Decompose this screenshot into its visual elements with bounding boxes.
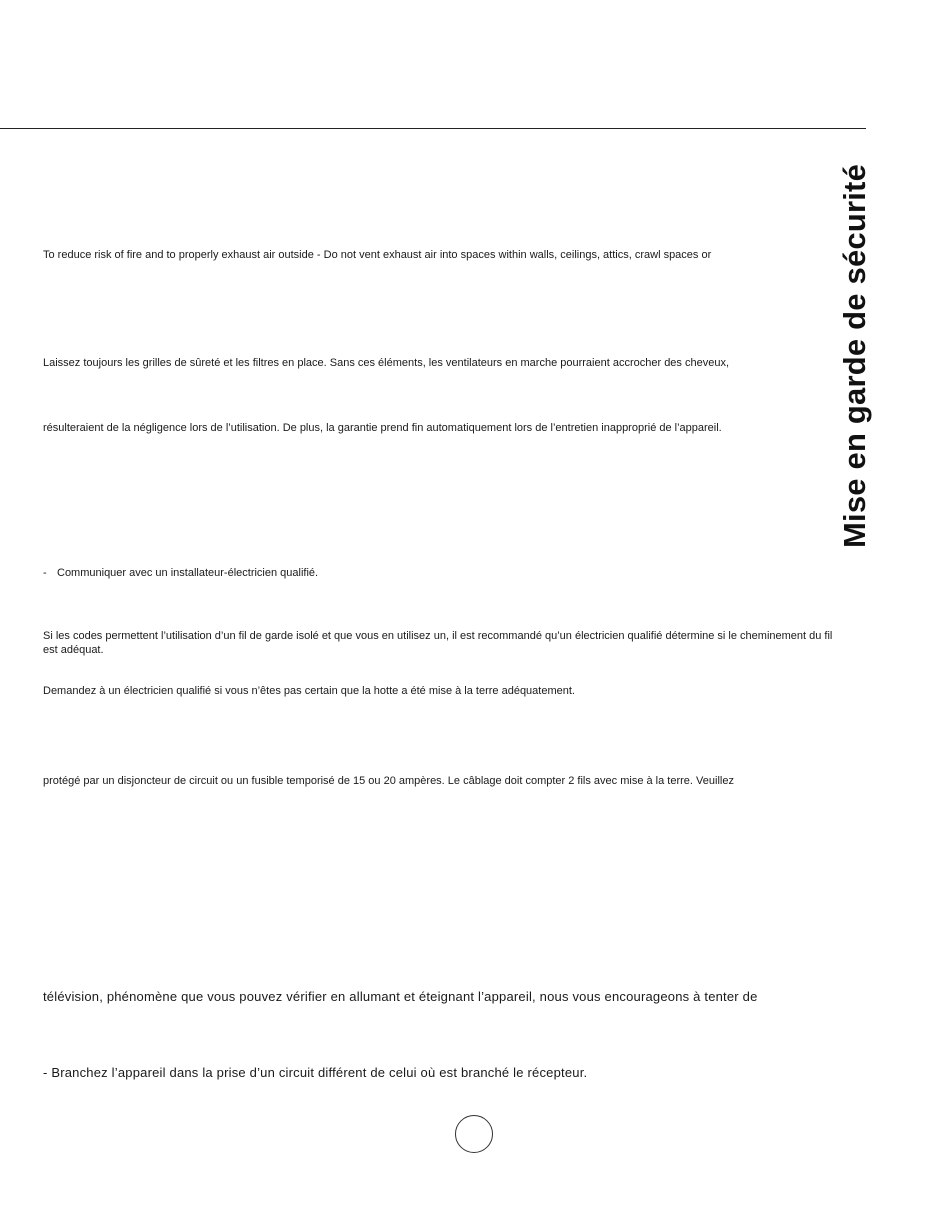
page-number-circle bbox=[455, 1115, 493, 1153]
paragraph-circuit-breaker: protégé par un disjoncteur de circuit ou un fusible temporisé de 15 ou 20 ampères. Le câblage doit compter 2 fils avec mise à la terre. Veuillez bbox=[43, 775, 734, 787]
side-title: Mise en garde de sécurité bbox=[837, 163, 872, 549]
paragraph-different-circuit: - Branchez l’appareil dans la prise d’un circuit différent de celui où est branché le récepteur. bbox=[43, 1065, 588, 1080]
bullet-text: Communiquer avec un installateur-électricien qualifié. bbox=[57, 567, 319, 579]
paragraph-ground-wire: Si les codes permettent l’utilisation d’un fil de garde isolé et que vous en utilisez un, il est recommandé qu’un électricien qualifié détermine si le cheminement du fil est adéquat. bbox=[43, 630, 833, 656]
paragraph-warranty: résulteraient de la négligence lors de l’utilisation. De plus, la garantie prend fin automatiquement lors de l’entretien inapproprié de l’appareil. bbox=[43, 422, 722, 434]
bullet-item-electrician bbox=[43, 566, 318, 580]
header-rule bbox=[0, 128, 866, 129]
paragraph-television-interference: télévision, phénomène que vous pouvez vérifier en allumant et éteignant l’appareil, nous vous encourageons à tenter de bbox=[43, 989, 758, 1004]
paragraph-safety-grilles: Laissez toujours les grilles de sûreté et les filtres en place. Sans ces éléments, les ventilateurs en marche pourraient accrocher des cheveux, bbox=[43, 357, 730, 369]
paragraph-vent-warning: To reduce risk of fire and to properly exhaust air outside - Do not vent exhaust air into spaces within walls, ceilings, attics, crawl spaces or bbox=[43, 249, 712, 261]
paragraph-grounding-check: Demandez à un électricien qualifié si vous n’êtes pas certain que la hotte a été mise à la terre adéquatement. bbox=[43, 685, 575, 697]
bullet-dash: - bbox=[43, 567, 47, 579]
